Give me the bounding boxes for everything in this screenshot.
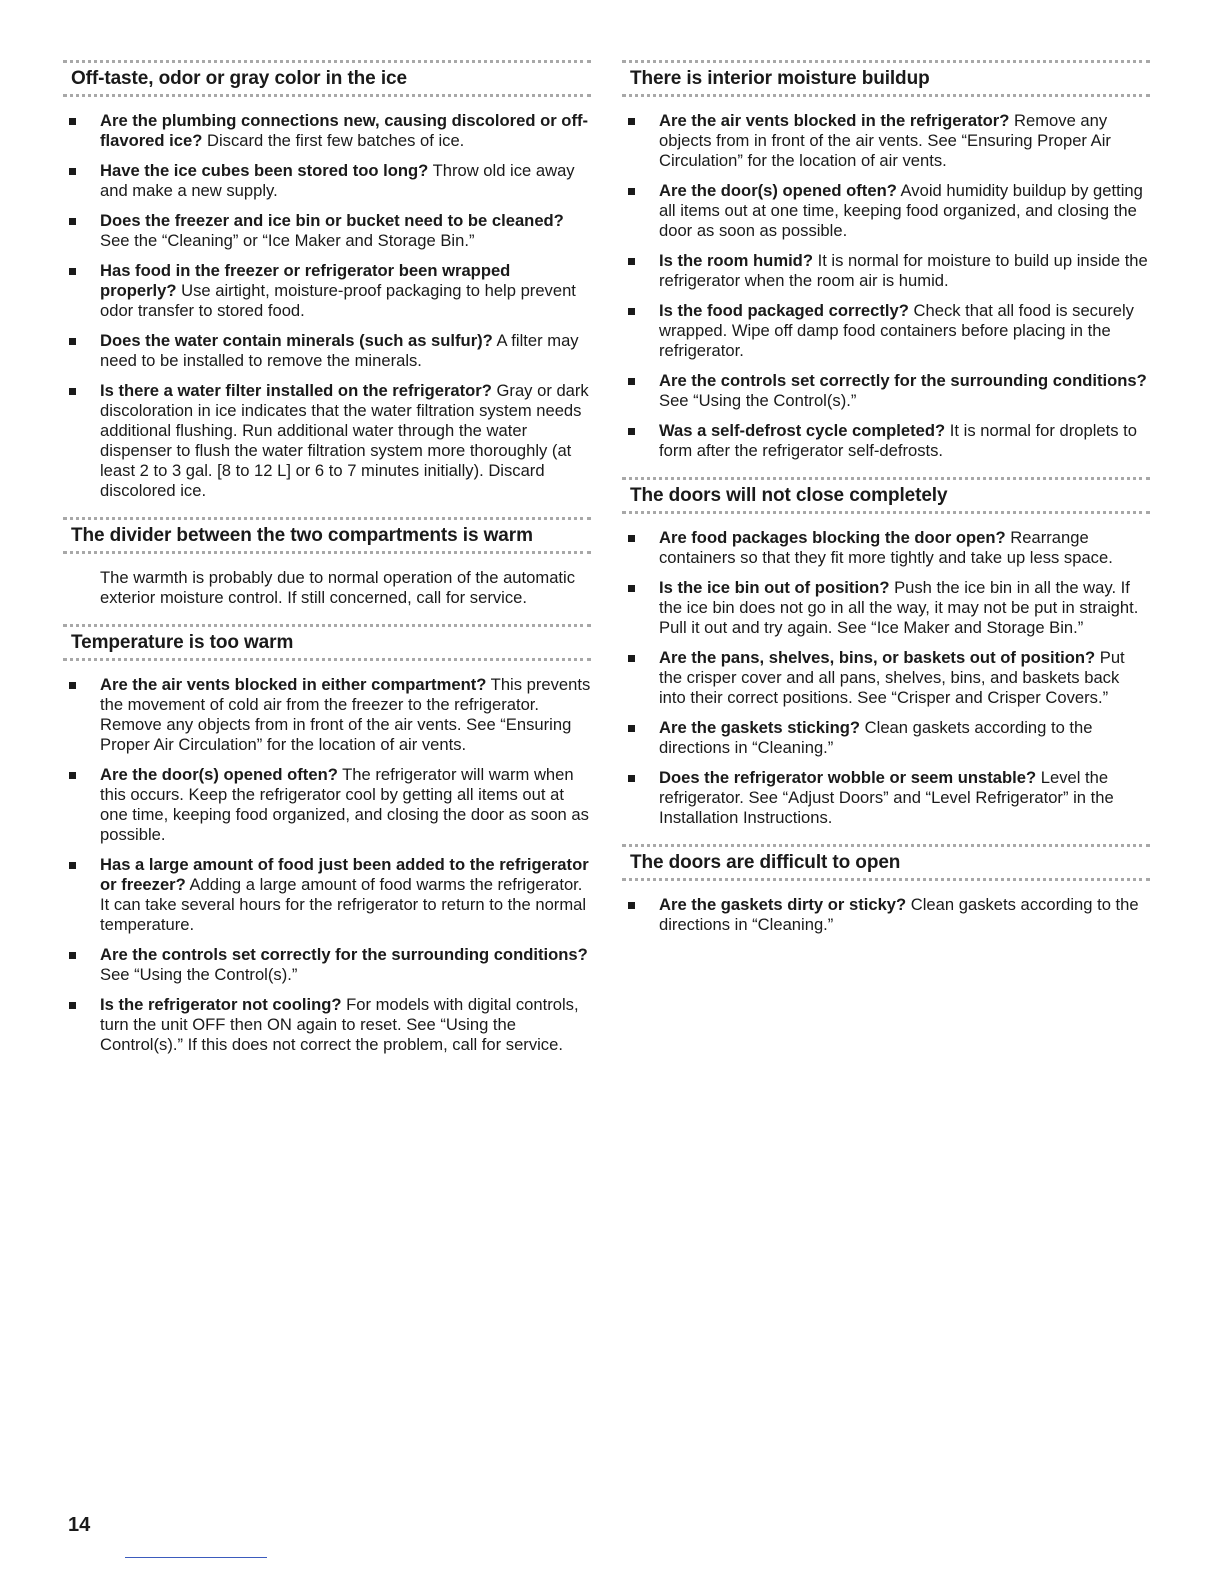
square-bullet-icon	[69, 338, 76, 345]
answer-text: A filter may need to be installed to remove the minerals.	[100, 331, 579, 370]
square-bullet-icon	[69, 952, 76, 959]
question-text: Are the controls set correctly for the surrounding conditions?	[659, 371, 1147, 390]
section-heading: There is interior moisture buildup	[630, 68, 930, 89]
question-list	[622, 111, 1150, 461]
question-text: Are the controls set correctly for the surrounding conditions?	[100, 945, 588, 964]
answer-text: Remove any objects from in front of the air vents. See “Ensuring Proper Air Circulation” for the location of air vents.	[659, 111, 1111, 170]
answer-text: Use airtight, moisture-proof packaging to help prevent odor transfer to stored food.	[100, 281, 576, 320]
square-bullet-icon	[628, 585, 635, 592]
section-divider-warm	[63, 517, 591, 608]
square-bullet-icon	[69, 682, 76, 689]
question-text: Are the air vents blocked in either compartment?	[100, 675, 487, 694]
section-paragraph: The warmth is probably due to normal operation of the automatic exterior moisture control. If still concerned, call for service.	[100, 568, 576, 607]
section-top-rule	[63, 60, 591, 63]
answer-text: It is normal for moisture to build up inside the refrigerator when the room air is humid.	[659, 251, 1148, 290]
list-item	[622, 301, 1150, 361]
list-item	[622, 648, 1150, 708]
section-top-rule	[63, 517, 591, 520]
list-item	[63, 995, 591, 1055]
answer-text: Put the crisper cover and all pans, shelves, bins, and baskets back into their correct positions. See “Crisper and Crisper Covers.”	[659, 648, 1125, 707]
question-text: Is there a water filter installed on the refrigerator?	[100, 381, 492, 400]
square-bullet-icon	[628, 655, 635, 662]
list-item	[622, 578, 1150, 638]
square-bullet-icon	[69, 1002, 76, 1009]
question-text: Have the ice cubes been stored too long?	[100, 161, 429, 180]
question-text: Are the pans, shelves, bins, or baskets out of position?	[659, 648, 1096, 667]
square-bullet-icon	[628, 775, 635, 782]
square-bullet-icon	[69, 118, 76, 125]
answer-text: For models with digital controls, turn the unit OFF then ON again to reset. See “Using the Control(s).” If this does not correct the problem, call for service.	[100, 995, 579, 1054]
section-temperature-warm	[63, 624, 591, 1055]
square-bullet-icon	[69, 388, 76, 395]
list-item	[63, 111, 591, 151]
answer-text: Throw old ice away and make a new supply.	[100, 161, 575, 200]
question-text: Does the refrigerator wobble or seem unstable?	[659, 768, 1037, 787]
square-bullet-icon	[69, 168, 76, 175]
section-bottom-rule	[622, 94, 1150, 97]
square-bullet-icon	[628, 258, 635, 265]
section-heading: Off-taste, odor or gray color in the ice	[71, 68, 407, 89]
question-text: Are the air vents blocked in the refrigerator?	[659, 111, 1010, 130]
list-item	[63, 675, 591, 755]
list-item	[63, 945, 591, 985]
footer-rule	[125, 1557, 267, 1558]
list-item	[622, 895, 1150, 935]
section-heading: The doors will not close completely	[630, 485, 948, 506]
question-text: Does the freezer and ice bin or bucket need to be cleaned?	[100, 211, 564, 230]
section-bottom-rule	[622, 511, 1150, 514]
answer-text: Check that all food is securely wrapped. Wipe off damp food containers before placing in the refrigerator.	[659, 301, 1134, 360]
question-text: Is the refrigerator not cooling?	[100, 995, 342, 1014]
page-number: 14	[68, 1514, 91, 1536]
square-bullet-icon	[628, 535, 635, 542]
square-bullet-icon	[628, 308, 635, 315]
list-item	[622, 768, 1150, 828]
right-column	[622, 60, 1150, 951]
list-item	[622, 251, 1150, 291]
section-moisture-buildup	[622, 60, 1150, 461]
section-doors-not-close	[622, 477, 1150, 828]
answer-text: This prevents the movement of cold air from the freezer to the refrigerator. Remove any objects from in front of the air vents. See “Ensuring Proper Air Circulation” for the location of air vents.	[100, 675, 591, 754]
list-item	[63, 855, 591, 935]
section-top-rule	[622, 844, 1150, 847]
list-item	[63, 261, 591, 321]
square-bullet-icon	[69, 268, 76, 275]
section-doors-difficult	[622, 844, 1150, 935]
list-item	[622, 111, 1150, 171]
answer-text: Gray or dark discoloration in ice indicates that the water filtration system needs additional flushing. Run additional water through the water dispenser to flush the water filtration system more thoroughly (at least 2 to 3 gal. [8 to 12 L] or 6 to 7 minutes initially). Discard discolored ice.	[100, 381, 589, 500]
answer-text: Adding a large amount of food warms the refrigerator. It can take several hours for the refrigerator to return to the normal temperature.	[100, 875, 587, 934]
answer-text: Level the refrigerator. See “Adjust Doors” and “Level Refrigerator” in the Installation Instructions.	[659, 768, 1114, 827]
list-item	[63, 161, 591, 201]
section-bottom-rule	[63, 94, 591, 97]
answer-text: Avoid humidity buildup by getting all items out at one time, keeping food organized, and closing the door as soon as possible.	[659, 181, 1143, 240]
list-item	[622, 528, 1150, 568]
section-top-rule	[63, 624, 591, 627]
list-item	[622, 421, 1150, 461]
square-bullet-icon	[628, 378, 635, 385]
list-item	[622, 371, 1150, 411]
left-column	[63, 60, 591, 1071]
answer-text: See “Using the Control(s).”	[100, 965, 298, 984]
list-item	[63, 765, 591, 845]
answer-text: It is normal for droplets to form after the refrigerator self-defrosts.	[659, 421, 1138, 460]
question-text: Are the gaskets sticking?	[659, 718, 861, 737]
square-bullet-icon	[628, 188, 635, 195]
question-text: Are the door(s) opened often?	[659, 181, 897, 200]
question-text: Is the room humid?	[659, 251, 813, 270]
question-text: Is the food packaged correctly?	[659, 301, 909, 320]
square-bullet-icon	[69, 218, 76, 225]
section-bottom-rule	[63, 551, 591, 554]
question-text: Are the door(s) opened often?	[100, 765, 338, 784]
answer-text: The refrigerator will warm when this occurs. Keep the refrigerator cool by getting all items out at one time, keeping food organized, and closing the door as soon as possible.	[100, 765, 589, 844]
list-item	[63, 331, 591, 371]
square-bullet-icon	[628, 428, 635, 435]
list-item	[622, 181, 1150, 241]
question-text: Has a large amount of food just been added to the refrigerator or freezer?	[100, 855, 589, 894]
square-bullet-icon	[628, 725, 635, 732]
answer-text: Discard the first few batches of ice.	[202, 131, 465, 150]
question-text: Has food in the freezer or refrigerator been wrapped properly?	[100, 261, 511, 300]
answer-text: See the “Cleaning” or “Ice Maker and Storage Bin.”	[100, 231, 475, 250]
answer-text: See “Using the Control(s).”	[659, 391, 857, 410]
question-text: Are the plumbing connections new, causing discolored or off-flavored ice?	[100, 111, 589, 150]
question-text: Does the water contain minerals (such as sulfur)?	[100, 331, 493, 350]
list-item	[622, 718, 1150, 758]
square-bullet-icon	[69, 862, 76, 869]
question-list	[622, 528, 1150, 828]
answer-text: Push the ice bin in all the way. If the ice bin does not go in all the way, it may not be put in straight. Pull it out and try again. See “Ice Maker and Storage Bin.”	[659, 578, 1139, 637]
section-heading: The doors are difficult to open	[630, 852, 901, 873]
question-text: Are food packages blocking the door open?	[659, 528, 1006, 547]
question-list	[63, 675, 591, 1055]
section-heading: The divider between the two compartments is warm	[71, 525, 533, 546]
square-bullet-icon	[628, 902, 635, 909]
question-list	[63, 111, 591, 501]
question-text: Is the ice bin out of position?	[659, 578, 890, 597]
question-text: Are the gaskets dirty or sticky?	[659, 895, 907, 914]
question-list	[622, 895, 1150, 935]
section-off-taste-ice	[63, 60, 591, 501]
answer-text: Clean gaskets according to the directions in “Cleaning.”	[659, 895, 1139, 934]
list-item	[63, 381, 591, 501]
question-text: Was a self-defrost cycle completed?	[659, 421, 946, 440]
answer-text: Clean gaskets according to the directions in “Cleaning.”	[659, 718, 1093, 757]
section-top-rule	[622, 477, 1150, 480]
square-bullet-icon	[69, 772, 76, 779]
section-top-rule	[622, 60, 1150, 63]
list-item	[63, 211, 591, 251]
answer-text: Rearrange containers so that they fit more tightly and take up less space.	[659, 528, 1113, 567]
square-bullet-icon	[628, 118, 635, 125]
section-heading: Temperature is too warm	[71, 632, 294, 653]
section-bottom-rule	[63, 658, 591, 661]
section-bottom-rule	[622, 878, 1150, 881]
